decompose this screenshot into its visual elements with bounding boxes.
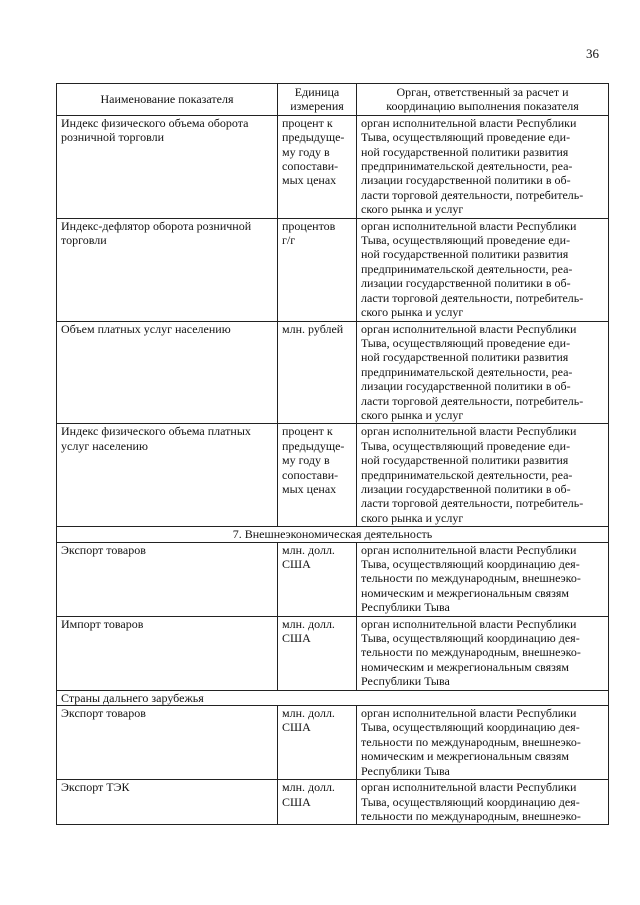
subsection-title: Страны дальнего зарубежья <box>57 690 609 705</box>
header-unit: Единица измерения <box>278 84 357 116</box>
indicator-name: Индекс физического объема платных услуг населению <box>57 424 278 527</box>
table-header-row <box>57 84 609 116</box>
indicator-unit: млн. рублей <box>278 321 357 424</box>
indicators-table <box>56 83 609 825</box>
header-responsible: Орган, ответственный за расчет и координацию выполнения показателя <box>357 84 609 116</box>
indicator-unit: млн. долл. США <box>278 542 357 616</box>
indicator-responsible: орган исполнительной власти Республики Тыва, осуществляющий координацию дея- тельности по международным, внешнеэко- номическим и межрегиональным связям Республики Тыва <box>357 706 609 780</box>
indicator-unit: процент к предыдуще- му году в сопостави- мых ценах <box>278 424 357 527</box>
table-row <box>57 616 609 690</box>
page-number: 36 <box>586 46 599 61</box>
subsection-row <box>57 690 609 705</box>
indicator-unit: млн. долл. США <box>278 616 357 690</box>
table-row <box>57 542 609 616</box>
section-row <box>57 527 609 542</box>
header-name: Наименование показателя <box>57 84 278 116</box>
indicator-unit: процентов г/г <box>278 218 357 321</box>
indicator-responsible: орган исполнительной власти Республики Тыва, осуществляющий проведение еди- ной государственной политики развития предпринимательской деятельности, реа- лизации государственной политики в об- ласти торговой деятельности, потребитель- ского рынка и услуг <box>357 218 609 321</box>
indicator-name: Экспорт товаров <box>57 542 278 616</box>
indicator-name: Индекс-дефлятор оборота розничной торговли <box>57 218 278 321</box>
table-row <box>57 321 609 424</box>
indicator-name: Объем платных услуг населению <box>57 321 278 424</box>
indicator-responsible: орган исполнительной власти Республики Тыва, осуществляющий проведение еди- ной государственной политики развития предпринимательской деятельности, реа- лизации государственной политики в об- ласти торговой деятельности, потребитель- ского рынка и услуг <box>357 115 609 218</box>
table-row <box>57 780 609 825</box>
indicator-name: Импорт товаров <box>57 616 278 690</box>
table-row <box>57 115 609 218</box>
indicator-responsible: орган исполнительной власти Республики Тыва, осуществляющий координацию дея- тельности по международным, внешнеэко- номическим и межрегиональным связям Республики Тыва <box>357 542 609 616</box>
indicator-unit: процент к предыдуще- му году в сопостави- мых ценах <box>278 115 357 218</box>
indicator-responsible: орган исполнительной власти Республики Тыва, осуществляющий координацию дея- тельности по международным, внешнеэко- номическим и межрегиональным связям Республики Тыва <box>357 616 609 690</box>
indicator-name: Индекс физического объема оборота розничной торговли <box>57 115 278 218</box>
table-row <box>57 706 609 780</box>
indicator-responsible: орган исполнительной власти Республики Тыва, осуществляющий проведение еди- ной государственной политики развития предпринимательской деятельности, реа- лизации государственной политики в об- ласти торговой деятельности, потребитель- ского рынка и услуг <box>357 321 609 424</box>
indicator-responsible: орган исполнительной власти Республики Тыва, осуществляющий координацию дея- тельности по международным, внешнеэко- <box>357 780 609 825</box>
table-row <box>57 424 609 527</box>
indicator-responsible: орган исполнительной власти Республики Тыва, осуществляющий проведение еди- ной государственной политики развития предпринимательской деятельности, реа- лизации государственной политики в об- ласти торговой деятельности, потребитель- ского рынка и услуг <box>357 424 609 527</box>
table-row <box>57 218 609 321</box>
indicator-unit: млн. долл. США <box>278 706 357 780</box>
indicator-name: Экспорт ТЭК <box>57 780 278 825</box>
section-title: 7. Внешнеэкономическая деятельность <box>57 527 609 542</box>
indicator-name: Экспорт товаров <box>57 706 278 780</box>
indicator-unit: млн. долл. США <box>278 780 357 825</box>
